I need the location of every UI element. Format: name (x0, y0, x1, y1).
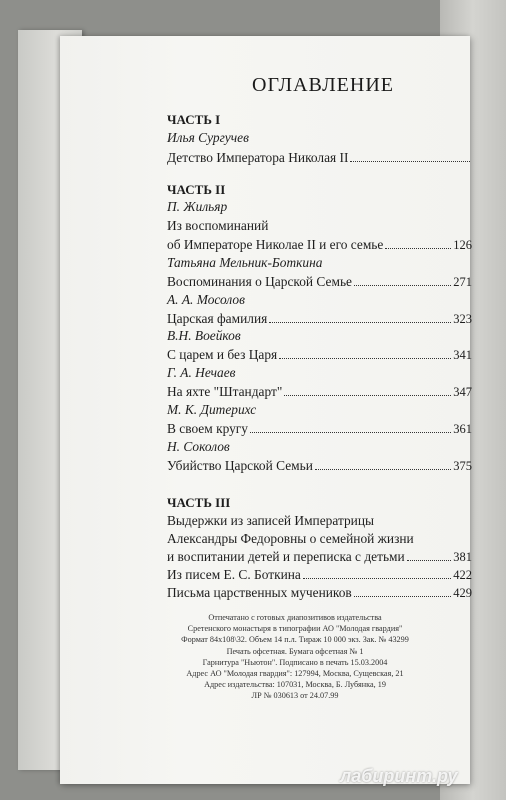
imprint-block (160, 612, 430, 702)
toc-entry-title: На яхте "Штандарт" (167, 384, 283, 399)
part-2-author-3: А. А. Мосолов (167, 292, 245, 307)
leader-dots (407, 560, 452, 561)
imprint-line: Формат 84x108\32. Объем 14 п.л. Тираж 10 000 экз. Зак. № 43299 (181, 635, 409, 645)
part-3-label: ЧАСТЬ III (167, 495, 231, 510)
toc-entry-page: 381 (453, 550, 472, 564)
toc-entry-title: и воспитании детей и переписка с детьми (167, 549, 405, 564)
part-2-author-6: М. К. Дитерихс (167, 402, 257, 417)
toc-entry-title: Из писем Е. С. Боткина (167, 567, 301, 582)
imprint-line: Сретенского монастыря в типографии АО "Молодая гвардия" (187, 624, 403, 634)
part-2-label: ЧАСТЬ II (167, 182, 226, 197)
toc-entry-page: 429 (453, 586, 472, 600)
toc-entry-title: Из воспоминаний (167, 218, 269, 233)
toc-entry-title: Убийство Царской Семьи (167, 458, 313, 473)
toc-entry-title: об Императоре Николае II и его семье (167, 237, 384, 252)
toc-entry-page: 375 (453, 459, 472, 473)
leader-dots (250, 432, 451, 433)
page-title: ОГЛАВЛЕНИЕ (252, 74, 394, 96)
imprint-line: Отпечатано с готовых диапозитивов издательства (208, 613, 382, 622)
part-2-author-1: П. Жильяр (167, 199, 228, 214)
leader-dots (354, 285, 451, 286)
imprint-line: Печать офсетная. Бумага офсетная № 1 (226, 646, 364, 656)
toc-entry (167, 347, 472, 363)
toc-entry-title: Воспоминания о Царской Семье (167, 274, 352, 289)
toc-entry (167, 274, 472, 290)
leader-dots (279, 358, 451, 359)
toc-entry (167, 549, 472, 565)
toc-entry (167, 458, 472, 474)
toc-entry (167, 585, 472, 601)
toc-entry-page: 361 (453, 422, 472, 436)
toc-entry (167, 237, 472, 253)
toc-entry-page: 347 (453, 385, 472, 399)
toc-entry-title: Царская фамилия (167, 311, 268, 326)
part-2-author-7: Н. Соколов (167, 439, 230, 454)
toc-entry (167, 384, 472, 400)
toc-entry-page: 341 (453, 348, 472, 362)
toc-entry (167, 150, 472, 166)
leader-dots (269, 322, 451, 323)
imprint-line: Гарнитура "Ньютон". Подписано в печать 15.03.2004 (202, 657, 388, 667)
toc-entry-title: Выдержки из записей Императрицы (167, 513, 374, 528)
leader-dots (315, 469, 451, 470)
leader-dots (303, 578, 451, 579)
toc-entry-title: Письма царственных мучеников (167, 585, 352, 600)
toc-entry-title: С царем и без Царя (167, 347, 278, 362)
toc-entry-title: Александры Федоровны о семейной жизни (167, 531, 414, 546)
toc-entry (167, 567, 472, 583)
leader-dots (284, 395, 451, 396)
toc-entry (167, 421, 472, 437)
part-1-label: ЧАСТЬ I (167, 112, 221, 127)
toc-entry (167, 311, 472, 327)
toc-entry-page: 126 (453, 238, 472, 252)
toc-entry-title: В своем кругу (167, 421, 248, 436)
leader-dots (354, 596, 452, 597)
imprint-line: ЛР № 030613 от 24.07.99 (251, 691, 339, 701)
imprint-line: Адрес АО "Молодая гвардия": 127994, Москва, Сущевская, 21 (186, 669, 404, 679)
leader-dots (350, 161, 470, 162)
toc-entry-page: 323 (453, 312, 472, 326)
part-2-author-4: В.Н. Воейков (167, 328, 241, 343)
toc-entry-page: 271 (453, 275, 472, 289)
part-2-author-5: Г. А. Нечаев (167, 365, 236, 380)
imprint-line: Адрес издательства: 107031, Москва, Б. Лубянка, 19 (204, 680, 386, 690)
leader-dots (385, 248, 451, 249)
part-2-author-2: Татьяна Мельник-Боткина (167, 255, 323, 270)
site-watermark: лабиринт.ру (340, 766, 458, 786)
toc-entry-page: 422 (453, 568, 472, 582)
toc-entry-title: Детство Императора Николая II (167, 150, 349, 165)
part-1-author: Илья Сургучев (167, 130, 249, 145)
